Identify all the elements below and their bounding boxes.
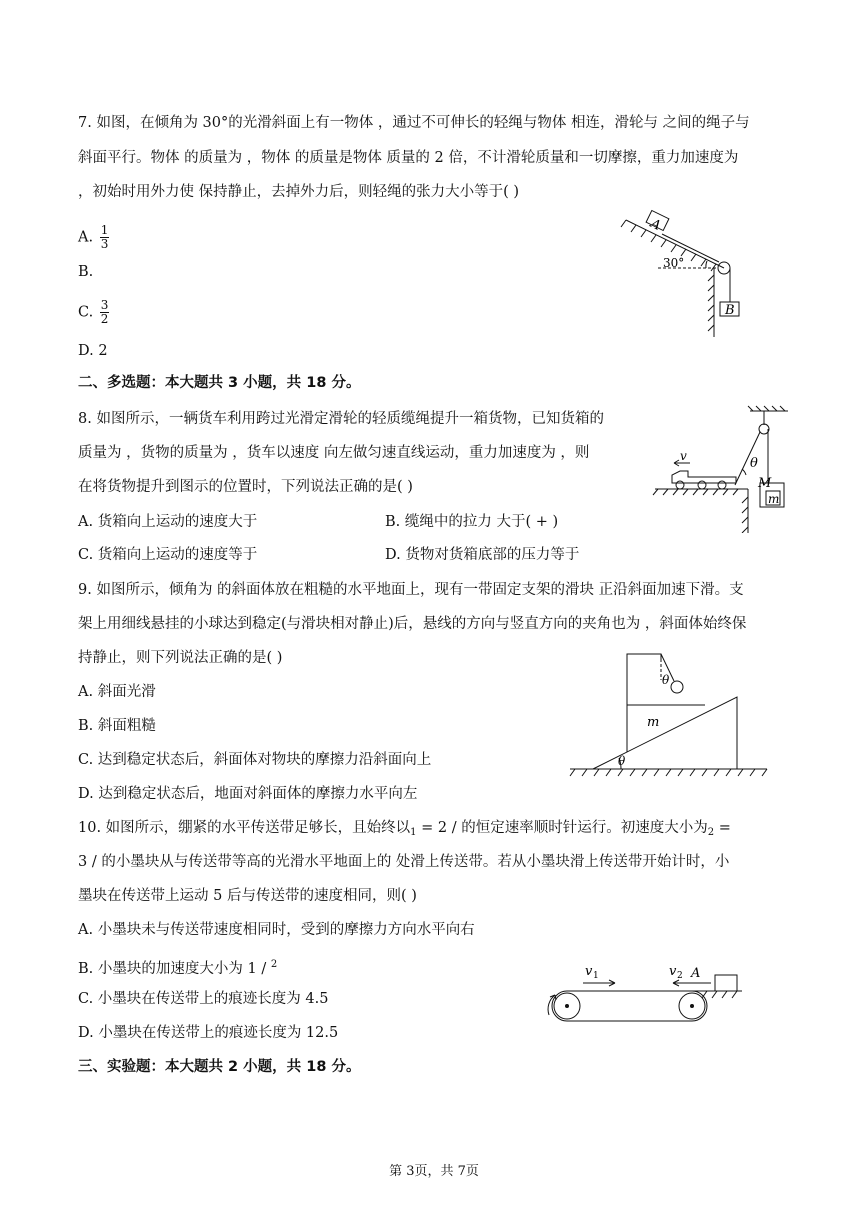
fig10-label-a: A (691, 966, 701, 981)
q10-option-b[interactable]: B. 小墨块的加速度大小为 1 / $^2$ (78, 959, 278, 977)
q7-stem-line3: ，初始时用外力使 保持静止，去掉外力后，则轻绳的张力大小等于( ) (78, 184, 520, 200)
fig10-label-v1-sub: 1 (593, 971, 599, 981)
fig9-label-theta-top: θ (662, 673, 670, 687)
fig8-label-m: m (768, 492, 780, 506)
q7-figure (618, 205, 753, 340)
fig9-label-theta-base: θ (618, 754, 626, 768)
fraction: $\frac{1}{3}$ (100, 223, 109, 251)
q7-option-c[interactable] (78, 299, 109, 326)
q9-option-d[interactable]: D. 达到稳定状态后，地面对斜面体的摩擦力水平向左 (78, 786, 418, 802)
q9-figure (565, 650, 770, 778)
q8-stem-line2: 质量为 ，货物的质量为 ，货车以速度 向左做匀速直线运动，重力加速度为 ，则 (78, 445, 590, 461)
fig8-label-big-m: M (758, 476, 772, 491)
q10-stem-line2: 3 / 的小墨块从与传送带等高的光滑水平地面上的 处滑上传送带。若从小墨块滑上传送带开始计时，小 (78, 854, 730, 870)
fig9-label-m: m (647, 715, 660, 730)
fig7-label-b: B (725, 303, 735, 318)
fig8-label-theta: θ (750, 456, 758, 471)
section-2-header: 二、多选题：本大题共 3 小题，共 18 分。 (78, 375, 361, 391)
q8-figure (650, 405, 790, 533)
fig10-label-v2-sub: 2 (677, 971, 683, 981)
q10-option-d[interactable]: D. 小墨块在传送带上的痕迹长度为 12.5 (78, 1025, 339, 1041)
q10-figure (535, 955, 745, 1027)
q7-option-d[interactable]: D. 2 (78, 343, 108, 359)
q8-option-c[interactable]: C. 货箱向上运动的速度等于 (78, 547, 258, 563)
q9-stem-line1: 9. 如图所示，倾角为 的斜面体放在粗糙的水平地面上，现有一带固定支架的滑块 正沿斜面加速下滑。支 (78, 582, 744, 598)
q8-option-d[interactable]: D. 货物对货箱底部的压力等于 (385, 547, 580, 563)
q10-option-a[interactable]: A. 小墨块未与传送带速度相同时，受到的摩擦力方向水平向右 (78, 922, 475, 938)
q9-option-c[interactable]: C. 达到稳定状态后，斜面体对物块的摩擦力沿斜面向上 (78, 752, 432, 768)
q9-option-a[interactable]: A. 斜面光滑 (78, 684, 156, 700)
q10-stem-line1: 10. 如图所示，绷紧的水平传送带足够长，且始终以$_1$ = 2 / 的恒定速率顺时针运行。初速度大小为$_2$ = (78, 820, 731, 838)
q8-stem-line1: 8. 如图所示，一辆货车利用跨过光滑定滑轮的轻质缆绳提升一箱货物，已知货箱的 (78, 411, 604, 427)
q7-option-a[interactable] (78, 224, 109, 251)
q9-stem-line2: 架上用细线悬挂的小球达到稳定(与滑块相对静止)后，悬线的方向与竖直方向的夹角也为 ，斜面体始终保 (78, 616, 747, 632)
q7-option-b[interactable]: B. (78, 264, 94, 280)
q8-option-b[interactable]: B. 缆绳中的拉力 大于( + ) (385, 514, 559, 530)
option-label: A. (78, 229, 98, 246)
q8-stem-line3: 在将货物提升到图示的位置时，下列说法正确的是( ) (78, 479, 413, 495)
q10-stem-line3: 墨块在传送带上运动 5 后与传送带的速度相同，则( ) (78, 888, 417, 904)
q7-stem-line2: 斜面平行。物体 的质量为 ，物体 的质量是物体 质量的 2 倍，不计滑轮质量和一切摩擦，重力加速度为 (78, 150, 739, 166)
q9-option-b[interactable]: B. 斜面粗糙 (78, 718, 156, 734)
fig7-angle: 30° (663, 256, 685, 270)
fig8-label-v: v (680, 449, 687, 463)
q10-option-c[interactable]: C. 小墨块在传送带上的痕迹长度为 4.5 (78, 991, 329, 1007)
page-footer: 第 3页，共 7页 (389, 1164, 479, 1179)
q7-stem-line1: 7. 如图，在倾角为 30°的光滑斜面上有一物体 ，通过不可伸长的轻绳与物体 相连，滑轮与 之间的绳子与 (78, 115, 750, 131)
section-3-header: 三、实验题：本大题共 2 小题，共 18 分。 (78, 1059, 361, 1075)
q8-option-a[interactable]: A. 货箱向上运动的速度大于 (78, 514, 258, 530)
fig10-label-v1: v (585, 964, 593, 979)
option-label: C. (78, 304, 98, 321)
fraction: $\frac{3}{2}$ (100, 298, 109, 326)
fig7-label-a: A (647, 216, 663, 234)
q9-stem-line3: 持静止，则下列说法正确的是( ) (78, 650, 283, 666)
fig10-label-v2: v (669, 964, 677, 979)
